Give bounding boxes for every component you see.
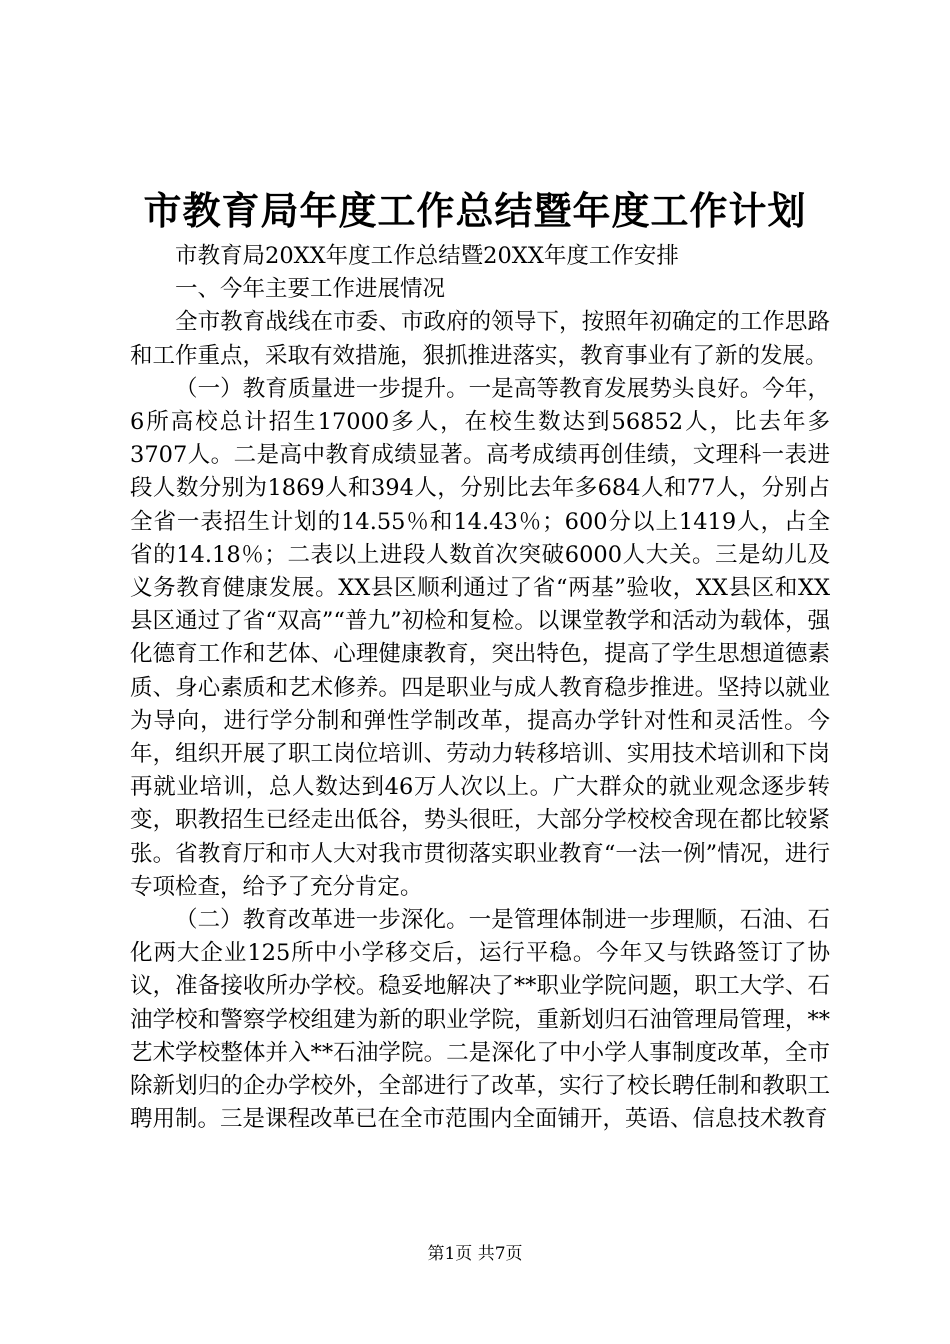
page-footer: 第1页 共7页 <box>427 1244 523 1264</box>
paragraph-reform: （二）教育改革进一步深化。一是管理体制进一步理顺，石油、石化两大企业125所中小学移交后，运行平稳。今年又与铁路签订了协议，准备接收所办学校。稳妥地解决了**职业学院问题，职工大学、石油学校和警察学校组建为新的职业学院，重新划归石油管理局管理，**艺术学校整体并入**石油学院。二是深化了中小学人事制度改革，全市除新划归的企办学校外，全部进行了改革，实行了校长聘任制和教职工聘用制。三是课程改革已在全市范围内全面铺开，英语、信息技术教育 <box>130 907 830 1133</box>
document-body <box>130 240 830 1136</box>
paragraph-intro: 全市教育战线在市委、市政府的领导下，按照年初确定的工作思路和工作重点，采取有效措施，狠抓推进落实，教育事业有了新的发展。 <box>130 309 830 369</box>
document-subtitle: 市教育局20XX年度工作总结暨20XX年度工作安排 <box>175 243 679 269</box>
section-heading: 一、今年主要工作进展情况 <box>175 276 446 303</box>
document-title: 市教育局年度工作总结暨年度工作计划 <box>143 188 807 233</box>
paragraph-quality: （一）教育质量进一步提升。一是高等教育发展势头良好。今年，6所高校总计招生17000多人，在校生数达到56852人，比去年多3707人。二是高中教育成绩显著。高考成绩再创佳绩，文理科一表进段人数分别为1869人和394人，分别比去年多684人和77人，分别占全省一表招生计划的14.55％和14.43％；600分以上1419人，占全省的14.18％；二表以上进段人数首次突破6000人大关。三是幼儿及义务教育健康发展。XX县区顺利通过了省“两基”验收，XX县区和XX县区通过了省“双高”“普九”初检和复检。以课堂教学和活动为载体，强化德育工作和艺体、心理健康教育，突出特色，提高了学生思想道德素质、身心素质和艺术修养。四是职业与成人教育稳步推进。坚持以就业为导向，进行学分制和弹性学制改革，提高办学针对性和灵活性。今年，组织开展了职工岗位培训、劳动力转移培训、实用技术培训和下岗再就业培训，总人数达到46万人次以上。广大群众的就业观念逐步转变，职教招生已经走出低谷，势头很旺，大部分学校校舍现在都比较紧张。省教育厅和市人大对我市贯彻落实职业教育“一法一例”情况，进行专项检查，给予了充分肯定。 <box>130 375 830 900</box>
